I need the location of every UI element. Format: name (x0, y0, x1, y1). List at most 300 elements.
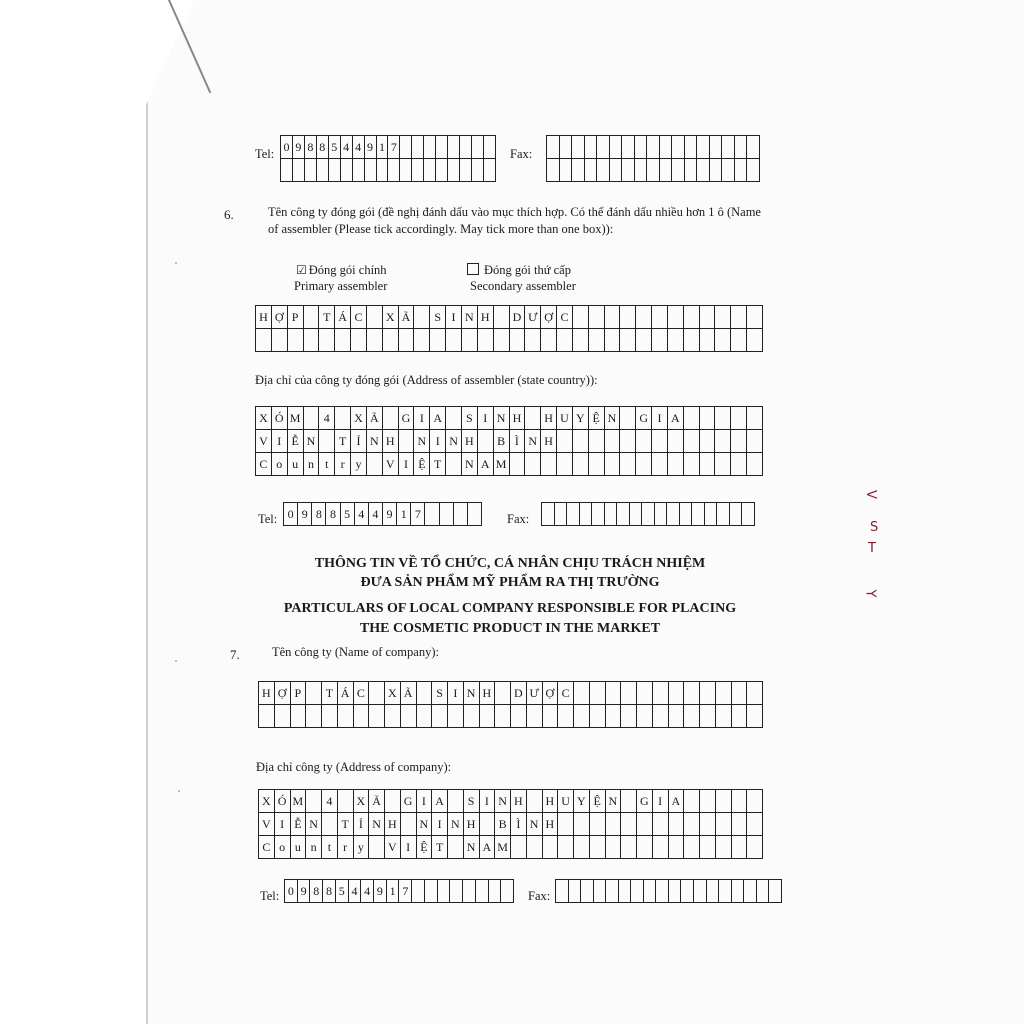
char-box[interactable]: 5 (335, 880, 348, 903)
char-box[interactable]: 7 (399, 880, 412, 903)
char-box[interactable] (337, 705, 353, 728)
char-box[interactable]: S (432, 682, 448, 705)
char-box[interactable] (467, 503, 481, 526)
char-box[interactable]: n (303, 453, 319, 476)
char-box[interactable] (647, 136, 660, 159)
char-box[interactable]: Ệ (588, 407, 604, 430)
char-box[interactable]: N (306, 813, 322, 836)
char-box[interactable] (574, 705, 590, 728)
char-box[interactable] (683, 306, 699, 329)
char-box[interactable] (622, 136, 635, 159)
char-box[interactable] (472, 159, 484, 182)
char-box[interactable] (684, 790, 700, 813)
char-box[interactable] (400, 705, 416, 728)
primary-assembler-option[interactable] (296, 262, 387, 278)
char-box[interactable] (446, 407, 462, 430)
char-box[interactable] (525, 407, 541, 430)
char-box[interactable] (425, 503, 439, 526)
char-box[interactable] (620, 329, 636, 352)
char-box[interactable]: M (495, 836, 511, 859)
char-box[interactable] (398, 329, 414, 352)
char-box[interactable] (731, 813, 747, 836)
char-box[interactable]: 7 (388, 136, 400, 159)
char-box[interactable]: Ỉ (353, 813, 369, 836)
char-box[interactable] (659, 136, 672, 159)
char-box[interactable]: X (382, 306, 398, 329)
char-box[interactable] (694, 880, 707, 903)
char-box[interactable]: T (319, 306, 335, 329)
char-box[interactable]: P (290, 682, 306, 705)
char-box[interactable] (606, 880, 619, 903)
char-box[interactable]: N (461, 453, 477, 476)
char-box[interactable]: I (416, 790, 432, 813)
char-box[interactable]: Ã (400, 682, 416, 705)
char-box[interactable]: V (382, 453, 398, 476)
char-box[interactable] (652, 836, 668, 859)
char-box[interactable] (557, 329, 573, 352)
char-box[interactable]: 8 (326, 503, 340, 526)
char-box[interactable]: H (479, 682, 495, 705)
char-box[interactable] (668, 705, 684, 728)
char-box[interactable]: C (558, 682, 574, 705)
char-box[interactable] (437, 880, 450, 903)
char-box[interactable]: I (271, 430, 287, 453)
char-box[interactable] (322, 705, 338, 728)
char-box[interactable] (581, 880, 594, 903)
char-box[interactable] (636, 306, 652, 329)
char-box[interactable] (572, 136, 585, 159)
char-box[interactable]: V (256, 430, 272, 453)
char-box[interactable] (731, 329, 747, 352)
char-box[interactable] (731, 705, 747, 728)
char-box[interactable] (493, 329, 509, 352)
char-box[interactable] (747, 306, 763, 329)
char-box[interactable]: A (477, 453, 493, 476)
char-box[interactable]: T (337, 813, 353, 836)
char-box[interactable]: 4 (354, 503, 368, 526)
char-box[interactable] (668, 836, 684, 859)
char-box[interactable] (605, 705, 621, 728)
char-box[interactable] (715, 790, 731, 813)
char-box[interactable]: G (636, 407, 652, 430)
char-box[interactable] (654, 503, 667, 526)
char-box[interactable] (509, 329, 525, 352)
char-box[interactable]: P (287, 306, 303, 329)
char-box[interactable]: C (557, 306, 573, 329)
char-box[interactable] (652, 430, 668, 453)
char-box[interactable]: C (353, 682, 369, 705)
char-box[interactable]: I (414, 407, 430, 430)
char-box[interactable] (483, 136, 495, 159)
char-box[interactable] (621, 682, 637, 705)
char-box[interactable] (424, 880, 437, 903)
char-box[interactable] (351, 329, 367, 352)
char-box[interactable]: H (259, 682, 275, 705)
char-box[interactable] (436, 136, 448, 159)
char-box[interactable] (352, 159, 364, 182)
char-box[interactable] (588, 453, 604, 476)
char-box[interactable] (385, 790, 401, 813)
char-box[interactable] (731, 682, 747, 705)
char-box[interactable]: 4 (322, 790, 338, 813)
char-box[interactable] (584, 159, 597, 182)
char-box[interactable]: N (461, 306, 477, 329)
char-box[interactable] (414, 306, 430, 329)
char-box[interactable]: y (351, 453, 367, 476)
secondary-assembler-option[interactable] (467, 262, 571, 278)
char-box[interactable] (634, 159, 647, 182)
char-box[interactable] (369, 705, 385, 728)
char-box[interactable] (744, 880, 757, 903)
assembler-address-grid[interactable] (255, 406, 763, 476)
char-box[interactable] (652, 813, 668, 836)
char-box[interactable]: Á (337, 682, 353, 705)
char-box[interactable]: N (605, 790, 621, 813)
char-box[interactable] (460, 136, 472, 159)
char-box[interactable] (369, 836, 385, 859)
char-box[interactable] (366, 453, 382, 476)
char-box[interactable] (697, 136, 710, 159)
char-box[interactable] (747, 813, 763, 836)
char-box[interactable] (460, 159, 472, 182)
char-box[interactable] (511, 836, 527, 859)
char-box[interactable]: 0 (281, 136, 293, 159)
char-box[interactable]: Ã (366, 407, 382, 430)
char-box[interactable]: 8 (312, 503, 326, 526)
char-box[interactable]: 8 (304, 136, 316, 159)
char-box[interactable] (719, 880, 732, 903)
char-box[interactable]: B (495, 813, 511, 836)
char-box[interactable] (668, 682, 684, 705)
char-box[interactable] (388, 159, 400, 182)
char-box[interactable] (699, 306, 715, 329)
char-box[interactable]: 5 (340, 503, 354, 526)
char-box[interactable] (747, 159, 760, 182)
char-box[interactable]: Ợ (271, 306, 287, 329)
char-box[interactable] (700, 682, 716, 705)
char-box[interactable] (448, 705, 464, 728)
char-box[interactable]: H (256, 306, 272, 329)
char-box[interactable] (622, 159, 635, 182)
char-box[interactable] (588, 329, 604, 352)
char-box[interactable] (656, 880, 669, 903)
char-box[interactable]: I (430, 430, 446, 453)
char-box[interactable] (568, 880, 581, 903)
char-box[interactable]: G (398, 407, 414, 430)
char-box[interactable]: I (448, 682, 464, 705)
char-box[interactable] (432, 705, 448, 728)
char-box[interactable] (479, 813, 495, 836)
char-box[interactable]: X (385, 682, 401, 705)
char-box[interactable] (700, 705, 716, 728)
char-box[interactable] (621, 790, 637, 813)
char-box[interactable]: H (511, 790, 527, 813)
char-box[interactable]: Ễ (287, 430, 303, 453)
char-box[interactable] (652, 329, 668, 352)
char-box[interactable] (731, 790, 747, 813)
char-box[interactable]: 1 (397, 503, 411, 526)
char-box[interactable] (412, 159, 424, 182)
char-box[interactable]: N (526, 813, 542, 836)
char-box[interactable] (652, 705, 668, 728)
char-box[interactable] (509, 453, 525, 476)
char-box[interactable]: N (366, 430, 382, 453)
char-box[interactable] (574, 682, 590, 705)
char-box[interactable]: 4 (368, 503, 382, 526)
char-box[interactable] (684, 682, 700, 705)
char-box[interactable] (731, 430, 747, 453)
char-box[interactable] (556, 880, 569, 903)
char-box[interactable] (319, 430, 335, 453)
char-box[interactable] (747, 682, 763, 705)
char-box[interactable] (450, 880, 463, 903)
char-box[interactable] (715, 705, 731, 728)
char-box[interactable] (681, 880, 694, 903)
char-box[interactable] (620, 430, 636, 453)
char-box[interactable] (604, 430, 620, 453)
char-box[interactable] (700, 813, 716, 836)
char-box[interactable] (559, 136, 572, 159)
char-box[interactable] (337, 790, 353, 813)
char-box[interactable] (463, 880, 476, 903)
char-box[interactable]: N (369, 813, 385, 836)
char-box[interactable] (699, 329, 715, 352)
char-box[interactable]: D (511, 682, 527, 705)
char-box[interactable]: Ã (369, 790, 385, 813)
char-box[interactable]: N (303, 430, 319, 453)
char-box[interactable] (439, 503, 453, 526)
char-box[interactable]: H (541, 430, 557, 453)
char-box[interactable]: t (319, 453, 335, 476)
char-box[interactable] (526, 705, 542, 728)
char-box[interactable] (558, 813, 574, 836)
char-box[interactable]: N (463, 682, 479, 705)
char-box[interactable]: 9 (292, 136, 304, 159)
char-box[interactable] (637, 682, 653, 705)
char-box[interactable] (621, 836, 637, 859)
char-box[interactable] (683, 329, 699, 352)
char-box[interactable]: Ó (274, 790, 290, 813)
char-box[interactable] (303, 306, 319, 329)
char-box[interactable] (424, 159, 436, 182)
char-box[interactable] (493, 306, 509, 329)
char-box[interactable] (589, 813, 605, 836)
char-box[interactable] (704, 503, 717, 526)
char-box[interactable] (369, 682, 385, 705)
char-box[interactable]: u (287, 453, 303, 476)
char-box[interactable]: A (430, 407, 446, 430)
char-box[interactable] (436, 159, 448, 182)
char-box[interactable] (463, 705, 479, 728)
char-box[interactable] (667, 329, 683, 352)
char-box[interactable] (715, 836, 731, 859)
char-box[interactable] (488, 880, 501, 903)
char-box[interactable] (547, 136, 560, 159)
char-box[interactable]: M (290, 790, 306, 813)
char-box[interactable] (495, 682, 511, 705)
char-box[interactable] (709, 136, 722, 159)
char-box[interactable] (567, 503, 580, 526)
char-box[interactable]: Ư (525, 306, 541, 329)
char-box[interactable] (319, 329, 335, 352)
char-box[interactable] (597, 159, 610, 182)
char-box[interactable]: t (322, 836, 338, 859)
char-box[interactable] (715, 813, 731, 836)
char-box[interactable] (621, 705, 637, 728)
char-box[interactable]: Ỉ (351, 430, 367, 453)
char-box[interactable] (526, 836, 542, 859)
char-box[interactable]: o (274, 836, 290, 859)
char-box[interactable]: V (385, 836, 401, 859)
char-box[interactable]: 9 (298, 503, 312, 526)
char-box[interactable]: T (335, 430, 351, 453)
char-box[interactable] (668, 813, 684, 836)
char-box[interactable] (722, 136, 735, 159)
char-box[interactable] (430, 329, 446, 352)
char-box[interactable]: 4 (319, 407, 335, 430)
char-box[interactable]: M (287, 407, 303, 430)
char-box[interactable]: Ã (398, 306, 414, 329)
char-box[interactable]: 1 (376, 136, 388, 159)
char-box[interactable]: U (558, 790, 574, 813)
char-box[interactable] (683, 430, 699, 453)
char-box[interactable]: B (493, 430, 509, 453)
char-box[interactable] (353, 705, 369, 728)
char-box[interactable] (542, 705, 558, 728)
char-box[interactable] (652, 453, 668, 476)
char-box[interactable] (699, 407, 715, 430)
char-box[interactable] (446, 453, 462, 476)
char-box[interactable] (340, 159, 352, 182)
char-box[interactable] (304, 159, 316, 182)
char-box[interactable] (316, 159, 328, 182)
char-box[interactable]: N (448, 813, 464, 836)
char-box[interactable] (588, 306, 604, 329)
char-box[interactable] (400, 813, 416, 836)
char-box[interactable] (747, 329, 763, 352)
char-box[interactable] (412, 136, 424, 159)
char-box[interactable] (416, 682, 432, 705)
char-box[interactable]: o (271, 453, 287, 476)
char-box[interactable] (729, 503, 742, 526)
char-box[interactable] (366, 306, 382, 329)
s7-tel-grid[interactable] (284, 879, 514, 903)
char-box[interactable]: A (668, 790, 684, 813)
char-box[interactable] (609, 159, 622, 182)
char-box[interactable] (620, 306, 636, 329)
char-box[interactable] (667, 430, 683, 453)
char-box[interactable] (475, 880, 488, 903)
char-box[interactable] (683, 453, 699, 476)
char-box[interactable]: 0 (285, 880, 298, 903)
char-box[interactable] (637, 813, 653, 836)
char-box[interactable] (448, 136, 460, 159)
char-box[interactable] (461, 329, 477, 352)
char-box[interactable] (557, 430, 573, 453)
char-box[interactable] (477, 329, 493, 352)
char-box[interactable]: A (432, 790, 448, 813)
char-box[interactable] (424, 136, 436, 159)
char-box[interactable] (541, 453, 557, 476)
char-box[interactable] (637, 705, 653, 728)
s5-fax-grid[interactable] (546, 135, 760, 182)
char-box[interactable] (547, 159, 560, 182)
char-box[interactable]: N (495, 790, 511, 813)
char-box[interactable] (643, 880, 656, 903)
char-box[interactable] (731, 453, 747, 476)
char-box[interactable]: V (259, 813, 275, 836)
char-box[interactable] (303, 329, 319, 352)
char-box[interactable] (495, 705, 511, 728)
char-box[interactable]: I (446, 306, 462, 329)
char-box[interactable] (604, 453, 620, 476)
char-box[interactable]: 4 (348, 880, 361, 903)
char-box[interactable] (290, 705, 306, 728)
s5-tel-grid[interactable] (280, 135, 496, 182)
char-box[interactable] (604, 329, 620, 352)
char-box[interactable] (715, 407, 731, 430)
char-box[interactable] (398, 430, 414, 453)
char-box[interactable] (414, 329, 430, 352)
char-box[interactable]: I (477, 407, 493, 430)
char-box[interactable]: S (461, 407, 477, 430)
char-box[interactable]: 4 (352, 136, 364, 159)
char-box[interactable]: 1 (386, 880, 399, 903)
char-box[interactable]: Ợ (274, 682, 290, 705)
char-box[interactable]: Ễ (290, 813, 306, 836)
char-box[interactable] (709, 159, 722, 182)
char-box[interactable]: 4 (340, 136, 352, 159)
char-box[interactable] (572, 159, 585, 182)
char-box[interactable] (636, 329, 652, 352)
char-box[interactable] (448, 159, 460, 182)
char-box[interactable] (306, 790, 322, 813)
char-box[interactable] (747, 430, 763, 453)
char-box[interactable] (697, 159, 710, 182)
char-box[interactable] (412, 880, 425, 903)
char-box[interactable] (636, 453, 652, 476)
char-box[interactable] (382, 329, 398, 352)
company-name-grid[interactable] (258, 681, 763, 728)
char-box[interactable]: H (382, 430, 398, 453)
char-box[interactable] (579, 503, 592, 526)
char-box[interactable]: X (353, 790, 369, 813)
char-box[interactable] (574, 813, 590, 836)
char-box[interactable] (620, 407, 636, 430)
char-box[interactable]: 9 (364, 136, 376, 159)
char-box[interactable]: I (479, 790, 495, 813)
char-box[interactable] (572, 329, 588, 352)
char-box[interactable] (306, 682, 322, 705)
char-box[interactable] (642, 503, 655, 526)
char-box[interactable] (684, 159, 697, 182)
char-box[interactable]: 0 (284, 503, 298, 526)
char-box[interactable] (572, 453, 588, 476)
char-box[interactable]: N (446, 430, 462, 453)
char-box[interactable]: X (259, 790, 275, 813)
char-box[interactable] (667, 306, 683, 329)
primary-checkbox-checked[interactable]: ☑ (296, 263, 307, 277)
char-box[interactable] (400, 136, 412, 159)
char-box[interactable]: D (509, 306, 525, 329)
char-box[interactable]: y (353, 836, 369, 859)
char-box[interactable] (700, 790, 716, 813)
char-box[interactable] (589, 705, 605, 728)
char-box[interactable]: H (509, 407, 525, 430)
char-box[interactable]: T (430, 453, 446, 476)
char-box[interactable] (589, 682, 605, 705)
char-box[interactable] (683, 407, 699, 430)
